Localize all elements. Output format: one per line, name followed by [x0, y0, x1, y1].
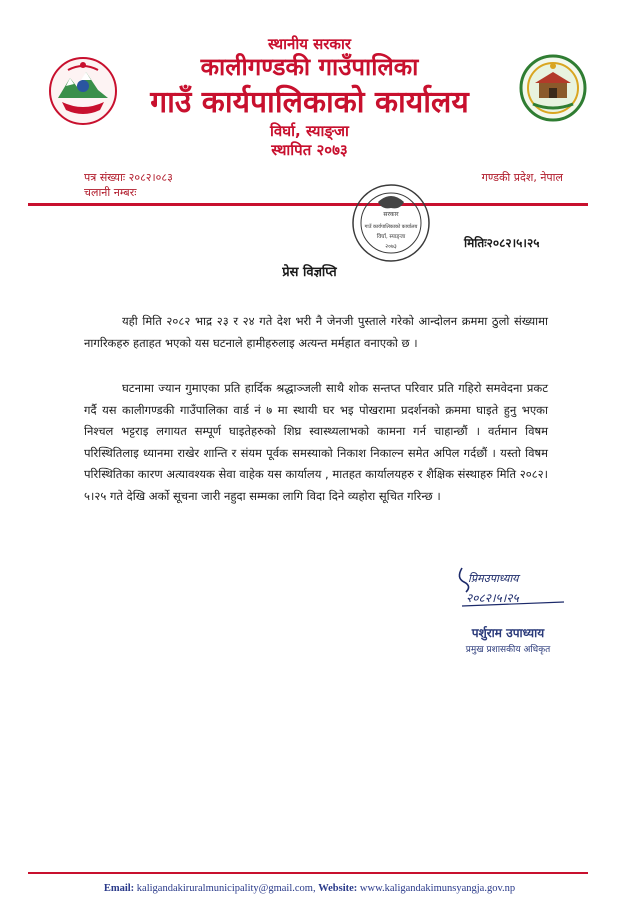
- website-link[interactable]: www.kaligandakimunsyangja.gov.np: [359, 883, 516, 894]
- stamp-text-bottom: विर्घा, स्याङ्जा: [376, 234, 406, 240]
- header-divider: [28, 203, 588, 206]
- letterhead-municipality-name: कालीगण्डकी गाउँपालिका: [200, 53, 419, 81]
- province-label: गण्डकी प्रदेश, नेपाल: [481, 171, 563, 184]
- office-stamp: [350, 182, 432, 264]
- letterhead-established: स्थापित २०७३: [271, 141, 348, 159]
- stamp-text-top: सरकार: [383, 211, 399, 218]
- body-paragraph-1: यही मिति २०८२ भाद्र २३ र २४ गते देश भरी नै जेनजी पुस्ताले गरेको आन्दोलन क्रममा ठुलो संख्यामा नागरिकहरु हताहत भएको यस घटनाले हामीहरुलाइ अत्यन्त मर्महात वनाएको छ ।: [84, 314, 548, 350]
- letterhead-address: विर्घा, स्याङ्जा: [270, 122, 349, 140]
- footer-divider: [28, 872, 588, 874]
- signature-date: २०८२।५।२५: [466, 591, 519, 605]
- signature-scribble: प्रिमउपाध्याय: [468, 572, 519, 585]
- signatory-role: प्रमुख प्रशासकीय अधिकृत: [465, 645, 551, 655]
- letterhead-office-name: गाउँ कार्यपालिकाको कार्यालय: [150, 85, 469, 120]
- handwritten-signature: [452, 562, 572, 624]
- body-paragraph-2: घटनामा ज्यान गुमाएका प्रति हार्दिक श्रद्धाञ्जली साथै शोक सन्तप्त परिवार प्रति गहिरो समवेदना प्रकट गर्दै यस कालीगण्डकी गाउँपालिका वार्ड नं ७ मा स्थायी घर भइ पोखरामा प्रदर्शनको क्रममा घाइते हुनु भएका निश्चल भट्टराइ लगायत सम्पूर्ण घाइतेहरुको शिघ्र स्वास्थ्यलाभको कामना गर्न चाहान्छौं । वर्तमान विषम परिस्थितिलाइ ध्यानमा राखेर शान्ति र संयम पूर्वक समस्याको निकाश निकाल्न समेत अपिल गर्दछौं । यस्तो विषम परिस्थितिका कारण अत्यावश्यक सेवा वाहेक यस कार्यालय , मातहत कार्यालयहरु र शैक्षिक संस्थाहरु मिति २०८२।५।२५ गते देखि अर्को सूचना जारी नहुदा सम्मका लागि विदा दिने व्यहोरा सूचित गरिन्छ ।: [84, 381, 548, 503]
- document-title: प्रेस विज्ञप्ति: [282, 265, 337, 280]
- nepal-emblem-icon: [48, 56, 118, 126]
- stamp-text-mid: गाउँ कार्यपालिकाको कार्यालय: [364, 224, 418, 230]
- footer-contact: [0, 883, 619, 894]
- letterhead-local-government: स्थानीय सरकार: [268, 35, 351, 53]
- website-label: Website:: [318, 883, 358, 894]
- municipality-logo-icon: [519, 52, 587, 124]
- stamp-year: २०७३: [385, 244, 397, 250]
- reference-number: पत्र संख्याः २०८२।०८३: [84, 171, 173, 184]
- signatory-name: पर्शुराम उपाध्याय: [471, 626, 545, 640]
- email-label: Email:: [103, 883, 135, 894]
- dispatch-number: चलानी नम्बरः: [84, 186, 137, 199]
- letter-date: मितिः२०८२।५।२५: [464, 236, 540, 250]
- email-link[interactable]: kaligandakiruralmunicipality@gmail.com,: [136, 883, 316, 894]
